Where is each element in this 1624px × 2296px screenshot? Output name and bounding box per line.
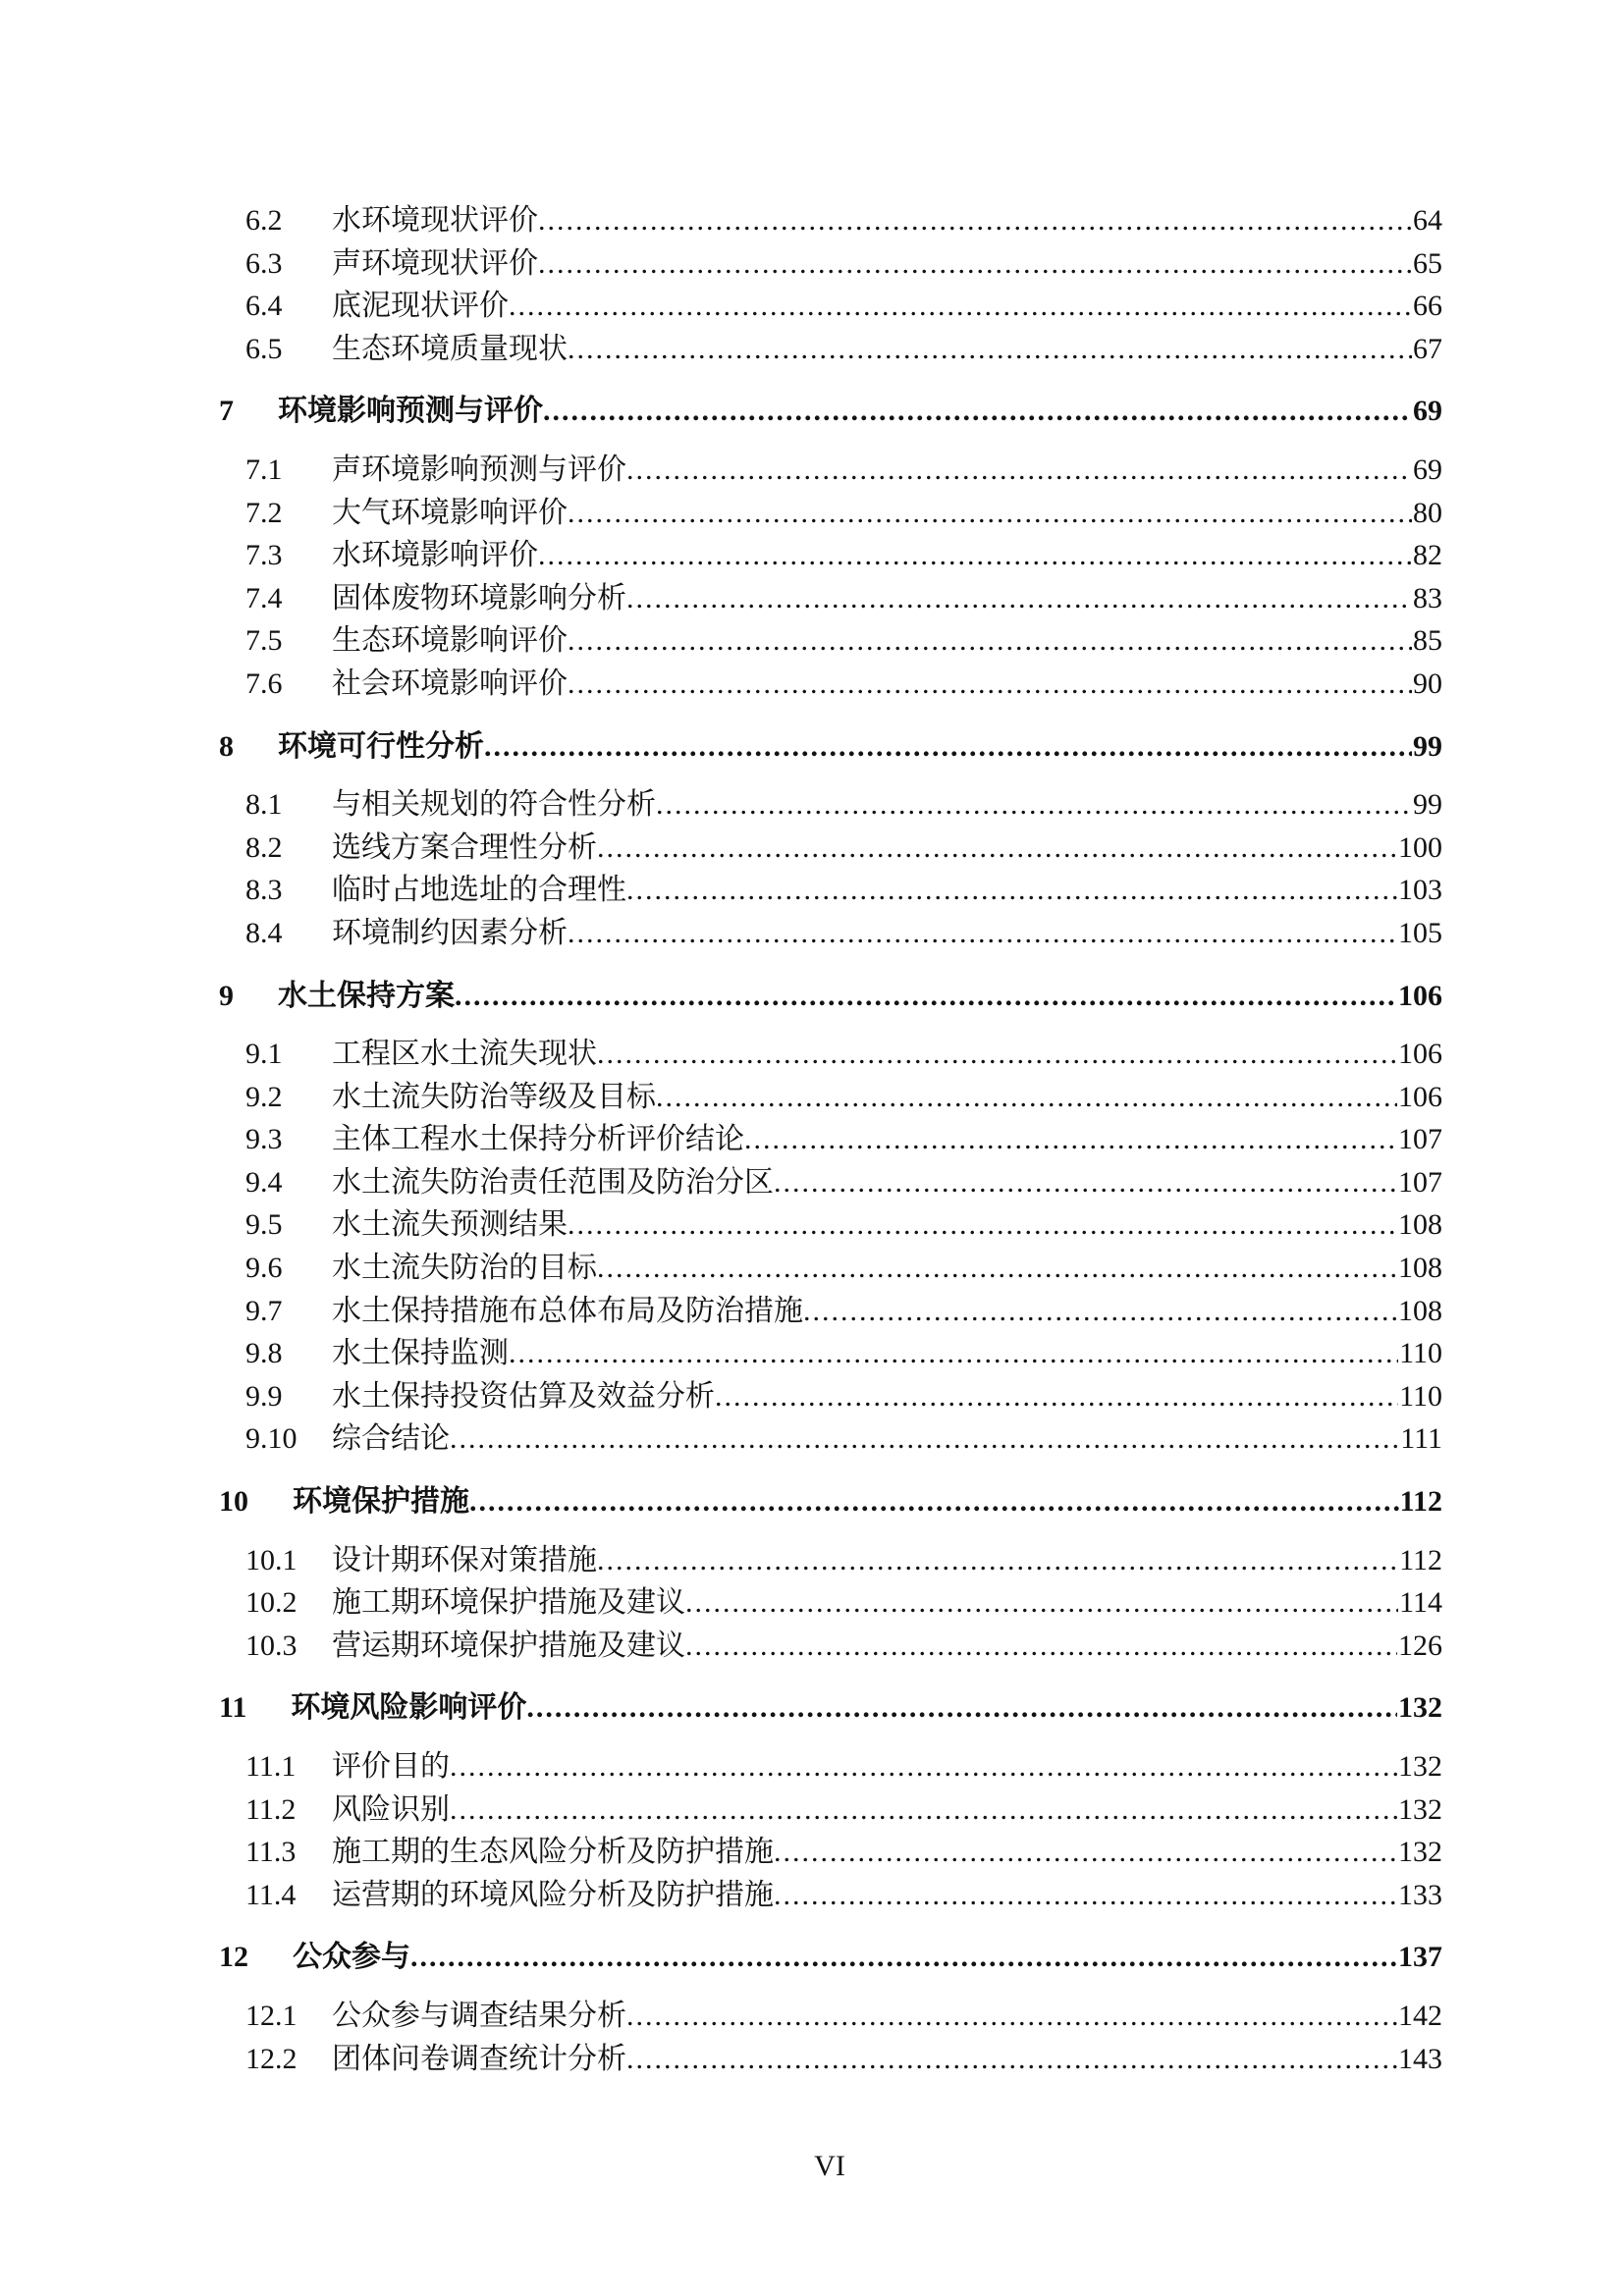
toc-entry xyxy=(0,1625,1442,1668)
toc-entry-page: 114 xyxy=(1399,1586,1442,1620)
page-footer xyxy=(0,2150,1624,2183)
toc-entry xyxy=(0,869,1442,912)
toc-leader-dots xyxy=(626,869,1397,912)
toc-entry-title: 与相关规划的符合性分析 xyxy=(332,788,656,822)
toc-entry-title: 生态环境影响评价 xyxy=(332,624,568,658)
toc-entry-page: 132 xyxy=(1398,1750,1442,1783)
toc-entry xyxy=(0,912,1442,955)
toc-entry xyxy=(0,783,1442,827)
toc-entry xyxy=(0,1745,1442,1789)
toc-entry-number: 7.5 xyxy=(245,624,283,658)
toc-entry-number: 8.2 xyxy=(245,830,283,864)
toc-entry-page: 110 xyxy=(1399,1379,1442,1413)
toc-entry-title: 环境风险影响评价 xyxy=(291,1691,527,1725)
toc-entry-title: 水环境现状评价 xyxy=(332,204,538,237)
toc-entry xyxy=(0,663,1442,706)
toc-entry-page: 67 xyxy=(1413,332,1442,365)
toc-leader-dots xyxy=(597,1033,1397,1076)
toc-leader-dots xyxy=(455,975,1397,1018)
toc-entry-number: 11.3 xyxy=(245,1836,297,1869)
toc-entry xyxy=(0,285,1442,328)
toc-entry-number: 6.5 xyxy=(245,332,283,365)
toc-entry-number: 12 xyxy=(219,1941,248,1974)
toc-entry-page: 106 xyxy=(1398,979,1442,1012)
toc-entry-number: 7.3 xyxy=(245,539,283,572)
toc-entry-page: 132 xyxy=(1398,1691,1442,1725)
toc-entry-number: 10 xyxy=(219,1485,248,1519)
toc-entry-title: 环境影响预测与评价 xyxy=(278,395,543,428)
toc-entry-number: 8.1 xyxy=(245,788,283,822)
toc-entry xyxy=(0,1332,1442,1375)
toc-entry-number: 9.7 xyxy=(245,1294,283,1327)
toc-entry xyxy=(0,619,1442,663)
toc-entry-title: 风险识别 xyxy=(332,1792,450,1826)
toc-entry-page: 99 xyxy=(1413,788,1442,822)
toc-entry-number: 9.8 xyxy=(245,1337,283,1370)
toc-entry-title: 工程区水土流失现状 xyxy=(332,1038,597,1071)
toc-entry-title: 公众参与调查结果分析 xyxy=(332,1999,626,2032)
toc-entry-page: 143 xyxy=(1398,2042,1442,2075)
toc-entry-title: 社会环境影响评价 xyxy=(332,667,568,700)
toc-entry xyxy=(0,1118,1442,1161)
toc-entry-number: 9.2 xyxy=(245,1080,283,1113)
toc-entry-page: 142 xyxy=(1398,1999,1442,2032)
toc-entry-number: 6.2 xyxy=(245,204,283,237)
toc-entry-title: 声环境现状评价 xyxy=(332,246,538,280)
toc-entry-page: 112 xyxy=(1399,1485,1442,1519)
toc-entry-title: 底泥现状评价 xyxy=(332,290,509,323)
toc-entry-page: 133 xyxy=(1398,1878,1442,1911)
toc-leader-dots xyxy=(450,1745,1397,1789)
toc-entry-title: 综合结论 xyxy=(332,1422,450,1456)
toc-leader-dots xyxy=(450,1789,1397,1832)
toc-entry-page: 83 xyxy=(1413,581,1442,614)
toc-entry-number: 10.3 xyxy=(245,1629,298,1662)
toc-entry-number: 12.2 xyxy=(245,2042,298,2075)
toc-leader-dots xyxy=(538,199,1412,242)
toc-leader-dots xyxy=(685,1625,1397,1668)
toc-entry-page: 107 xyxy=(1398,1123,1442,1156)
toc-entry-page: 80 xyxy=(1413,496,1442,529)
toc-entry-number: 9.1 xyxy=(245,1038,283,1071)
toc-leader-dots xyxy=(597,827,1397,870)
toc-leader-dots xyxy=(568,492,1412,535)
toc-leader-dots xyxy=(410,1936,1397,1979)
toc-entry-title: 水土流失防治责任范围及防治分区 xyxy=(332,1165,774,1199)
toc-entry-page: 111 xyxy=(1400,1422,1442,1456)
toc-entry-page: 66 xyxy=(1413,290,1442,323)
toc-entry xyxy=(0,1290,1442,1333)
toc-entry-page: 69 xyxy=(1413,395,1442,428)
toc-entry-title: 营运期环境保护措施及建议 xyxy=(332,1629,685,1662)
toc-entry-number: 9 xyxy=(219,979,234,1012)
toc-entry xyxy=(0,2038,1442,2081)
toc-entry-page: 100 xyxy=(1398,830,1442,864)
toc-entry-number: 9.9 xyxy=(245,1379,283,1413)
toc-entry xyxy=(0,1539,1442,1582)
toc-entry xyxy=(0,1874,1442,1917)
toc-entry xyxy=(0,199,1442,242)
toc-entry xyxy=(0,1203,1442,1247)
toc-entry xyxy=(0,577,1442,620)
toc-entry-title: 水土保持投资估算及效益分析 xyxy=(332,1379,715,1413)
toc-entry-title: 水土流失防治的目标 xyxy=(332,1252,597,1285)
toc-leader-dots xyxy=(744,1118,1397,1161)
toc-leader-dots xyxy=(450,1417,1399,1461)
toc-leader-dots xyxy=(774,1874,1397,1917)
toc-entry-number: 9.6 xyxy=(245,1252,283,1285)
toc-entry-page: 132 xyxy=(1398,1792,1442,1826)
toc-entry-title: 施工期环境保护措施及建议 xyxy=(332,1586,685,1620)
toc-leader-dots xyxy=(568,912,1397,955)
toc-entry-number: 11 xyxy=(219,1691,247,1725)
toc-entry xyxy=(0,827,1442,870)
toc-entry-title: 环境可行性分析 xyxy=(278,729,484,763)
toc-entry-page: 106 xyxy=(1398,1080,1442,1113)
toc-leader-dots xyxy=(568,619,1412,663)
toc-leader-dots xyxy=(597,1247,1397,1290)
toc-leader-dots xyxy=(538,534,1412,577)
toc-entry-page: 108 xyxy=(1398,1252,1442,1285)
toc-entry-title: 临时占地选址的合理性 xyxy=(332,874,626,907)
toc-entry-title: 声环境影响预测与评价 xyxy=(332,453,626,486)
toc-entry xyxy=(0,534,1442,577)
toc-entry xyxy=(0,328,1442,371)
toc-entry-page: 85 xyxy=(1413,624,1442,658)
toc-entry-page: 99 xyxy=(1413,729,1442,763)
toc-leader-dots xyxy=(597,1539,1398,1582)
toc-entry-number: 6.4 xyxy=(245,290,283,323)
toc-entry-number: 7.2 xyxy=(245,496,283,529)
toc-entry xyxy=(0,1161,1442,1204)
footer-page-number: VI xyxy=(814,2150,845,2182)
toc-leader-dots xyxy=(774,1161,1397,1204)
toc-entry xyxy=(0,1831,1442,1874)
toc-entry xyxy=(0,1789,1442,1832)
toc-entry-title: 水土保持措施布总体布局及防治措施 xyxy=(332,1294,803,1327)
toc-entry-page: 105 xyxy=(1398,916,1442,949)
toc-entry-number: 10.2 xyxy=(245,1586,298,1620)
toc-entry-page: 107 xyxy=(1398,1165,1442,1199)
toc-leader-dots xyxy=(626,2038,1397,2081)
toc-leader-dots xyxy=(568,1203,1397,1247)
toc-entry-number: 9.4 xyxy=(245,1165,283,1199)
toc-entry-page: 65 xyxy=(1413,246,1442,280)
toc-entry-page: 108 xyxy=(1398,1208,1442,1242)
toc-entry-title: 运营期的环境风险分析及防护措施 xyxy=(332,1878,774,1911)
toc-entry-title: 主体工程水土保持分析评价结论 xyxy=(332,1123,744,1156)
toc-entry xyxy=(0,449,1442,492)
toc-leader-dots xyxy=(626,1995,1397,2038)
toc-entry xyxy=(0,1686,1442,1730)
toc-entry-number: 11.4 xyxy=(245,1878,297,1911)
toc-entry-title: 环境制约因素分析 xyxy=(332,916,568,949)
toc-leader-dots xyxy=(626,577,1412,620)
toc-entry-number: 7.6 xyxy=(245,667,283,700)
toc-entry xyxy=(0,1936,1442,1979)
table-of-contents xyxy=(0,199,1624,2080)
toc-leader-dots xyxy=(509,1332,1398,1375)
toc-leader-dots xyxy=(538,242,1412,286)
toc-entry xyxy=(0,1033,1442,1076)
toc-entry xyxy=(0,975,1442,1018)
toc-entry-title: 评价目的 xyxy=(332,1750,450,1783)
toc-entry-number: 9.3 xyxy=(245,1123,283,1156)
toc-leader-dots xyxy=(543,390,1412,433)
toc-entry xyxy=(0,242,1442,286)
toc-entry-number: 11.2 xyxy=(245,1792,297,1826)
toc-entry-page: 69 xyxy=(1413,453,1442,486)
toc-entry-page: 82 xyxy=(1413,539,1442,572)
toc-entry-title: 水环境影响评价 xyxy=(332,539,538,572)
toc-entry-number: 12.1 xyxy=(245,1999,298,2032)
toc-entry-title: 团体问卷调查统计分析 xyxy=(332,2042,626,2075)
toc-leader-dots xyxy=(469,1480,1399,1523)
toc-entry xyxy=(0,492,1442,535)
toc-entry-number: 8.3 xyxy=(245,874,283,907)
toc-entry-title: 水土保持方案 xyxy=(278,979,455,1012)
toc-entry xyxy=(0,1247,1442,1290)
toc-entry-number: 7.4 xyxy=(245,581,283,614)
toc-entry-number: 7.1 xyxy=(245,453,283,486)
toc-leader-dots xyxy=(509,285,1412,328)
toc-entry-number: 7 xyxy=(219,395,234,428)
toc-entry-page: 64 xyxy=(1413,204,1442,237)
toc-entry-title: 生态环境质量现状 xyxy=(332,332,568,365)
toc-entry-page: 132 xyxy=(1398,1836,1442,1869)
toc-entry xyxy=(0,1995,1442,2038)
toc-entry-page: 137 xyxy=(1398,1941,1442,1974)
toc-entry-title: 施工期的生态风险分析及防护措施 xyxy=(332,1836,774,1869)
toc-entry-number: 6.3 xyxy=(245,246,283,280)
toc-entry xyxy=(0,1480,1442,1523)
toc-entry-title: 水土流失预测结果 xyxy=(332,1208,568,1242)
toc-leader-dots xyxy=(685,1581,1398,1625)
toc-entry-title: 公众参与 xyxy=(293,1941,410,1974)
toc-entry-title: 固体废物环境影响分析 xyxy=(332,581,626,614)
toc-entry-title: 环境保护措施 xyxy=(293,1485,469,1519)
toc-leader-dots xyxy=(526,1686,1397,1730)
toc-leader-dots xyxy=(568,328,1412,371)
toc-entry-number: 9.5 xyxy=(245,1208,283,1242)
toc-entry xyxy=(0,1375,1442,1418)
toc-entry-number: 10.1 xyxy=(245,1543,298,1576)
toc-leader-dots xyxy=(656,1076,1397,1119)
toc-leader-dots xyxy=(715,1375,1398,1418)
toc-entry xyxy=(0,390,1442,433)
toc-entry xyxy=(0,1417,1442,1461)
toc-entry-number: 9.10 xyxy=(245,1422,298,1456)
toc-entry-number: 8.4 xyxy=(245,916,283,949)
toc-entry-number: 11.1 xyxy=(245,1750,297,1783)
toc-entry-page: 103 xyxy=(1398,874,1442,907)
toc-leader-dots xyxy=(774,1831,1397,1874)
toc-entry-title: 选线方案合理性分析 xyxy=(332,830,597,864)
toc-leader-dots xyxy=(656,783,1412,827)
toc-entry xyxy=(0,1581,1442,1625)
toc-leader-dots xyxy=(803,1290,1397,1333)
toc-entry-page: 112 xyxy=(1399,1543,1442,1576)
toc-entry xyxy=(0,1076,1442,1119)
toc-entry-title: 大气环境影响评价 xyxy=(332,496,568,529)
toc-leader-dots xyxy=(626,449,1412,492)
toc-entry-title: 水土保持监测 xyxy=(332,1337,509,1370)
toc-entry-page: 90 xyxy=(1413,667,1442,700)
toc-entry-page: 126 xyxy=(1398,1629,1442,1662)
toc-entry-title: 设计期环保对策措施 xyxy=(332,1543,597,1576)
toc-leader-dots xyxy=(568,663,1412,706)
toc-entry-page: 110 xyxy=(1399,1337,1442,1370)
toc-entry-page: 108 xyxy=(1398,1294,1442,1327)
toc-entry-number: 8 xyxy=(219,729,234,763)
toc-entry xyxy=(0,725,1442,769)
toc-entry-page: 106 xyxy=(1398,1038,1442,1071)
toc-entry-title: 水土流失防治等级及目标 xyxy=(332,1080,656,1113)
toc-leader-dots xyxy=(484,725,1412,769)
